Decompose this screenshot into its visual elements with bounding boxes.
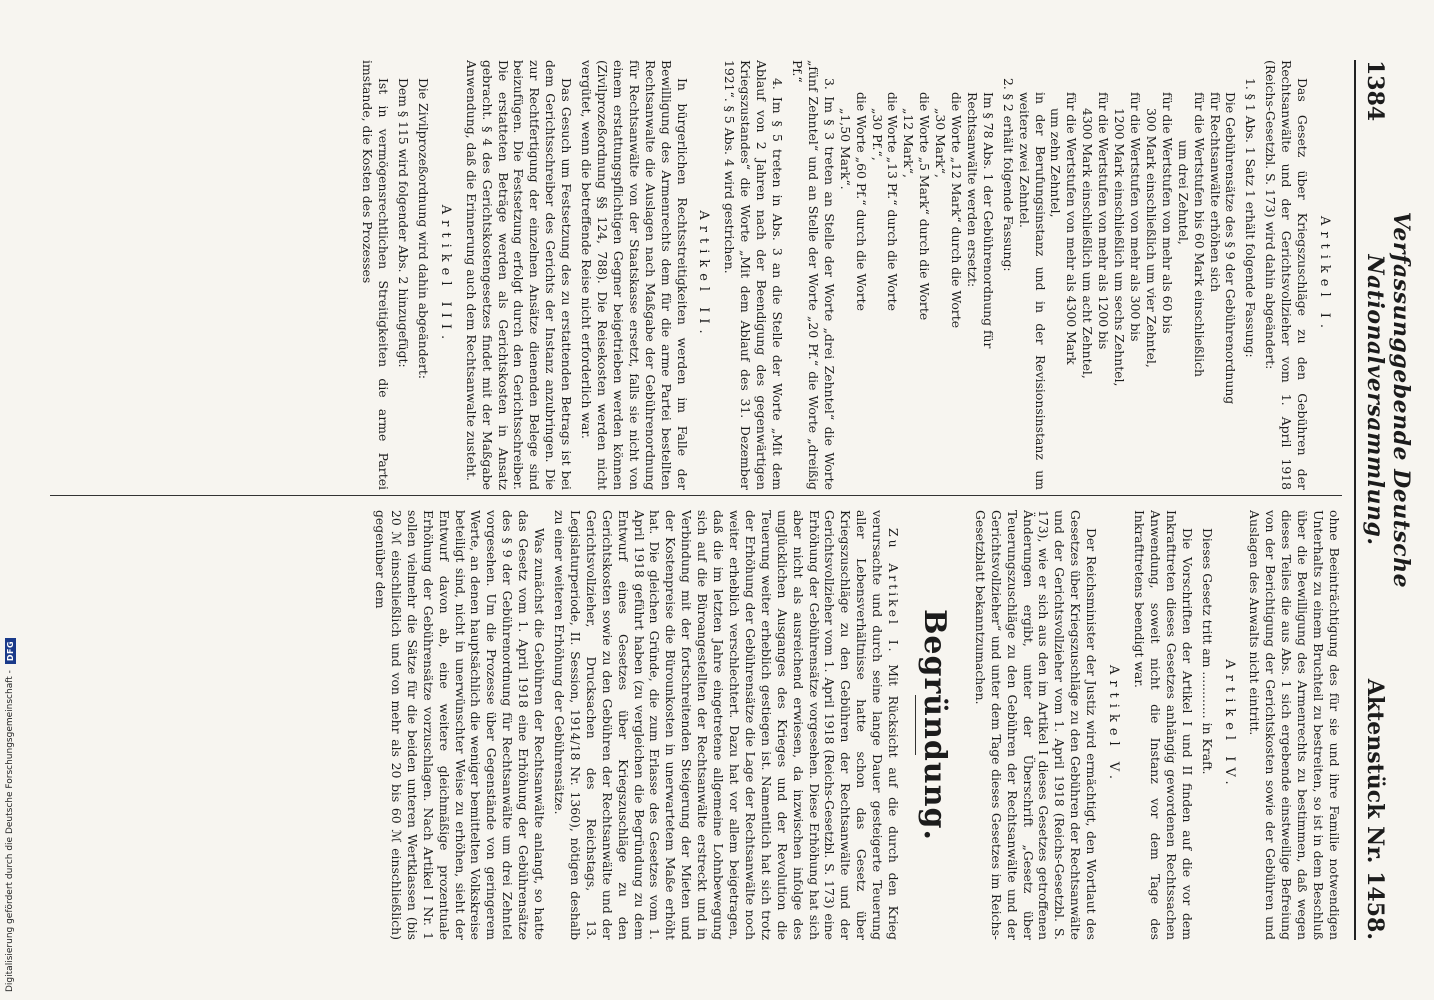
text-line: um zehn Zehntel, [1048,108,1064,218]
page-number: 1384 [1362,60,1388,122]
text-line: die Worte „5 Mark“ durch die Worte [917,92,933,321]
text-line: die Worte „13 Pf.“ durch die Worte [885,92,901,311]
text-line: für Rechtsanwälte erhöhen sich [1207,92,1223,293]
paragraph: Was zunächst die Gebühren der Rechtsanwälte anlangt, so hatte das Gesetz vom 1. April 1918 eine Erhöhung der Gebührensätze des § 9 der Gebührenordnung für Rechtsanwälte um drei Zehntel vorgesehen. Um die Prozesse über Gegenstände von geringerem Werte, an denen hauptsächlich die weniger bemittelten Volkskreise beteiligt sind, nicht in unerwünschter Weise zu erhöhen, sieht der Entwurf davon ab, eine weitere gleichmäßige prozentuale Erhöhung der Gebührensätze vorzuschlagen. Nach Artikel I Nr. 1 sollen vielmehr die Sätze für die beiden unteren Wertklassen (bis 20 ℳ einschließlich und von mehr als 20 bis 60 ℳ einschließlich) gegenüber dem [373,510,548,940]
paragraph: Dieses Gesetz tritt am ............ in Kraft. [1199,528,1215,775]
paragraph: ohne Beeinträchtigung des für sie und ihre Familie notwendigen Unterhalts zu einem Bruchteil zu bestreiten, so ist in dem Beschluß über die Bewilligung des Armenrechts zu bestimmen, daß wegen dieses Teiles die aus Abs. 1 sich ergebende einstweilige Befreiung von der Berichtigung der Gerichtskosten sowie der Gebühren und Auslagen des Anwalts nicht eintritt. [1247,510,1342,940]
footer-text: Digitalisierung gefördert durch die Deutsche Forschungsgemeinschaft - [5,670,15,992]
inline-heading: Zu Artikel I. [886,528,902,655]
paragraph: Die Zivilprozeßordnung wird dahin abgeändert: [415,78,431,380]
list-item: 1. § 1 Abs. 1 Satz 1 erhält folgende Fassung: [1243,78,1259,358]
paragraph-text: Mit Rücksicht auf die durch den Krieg verursachte und durch seine lange Dauer gesteigerte Teuerung aller Lebensverhältnisse hatte schon das Gesetz über Kriegszuschläge zu den Gebühren der Rechtsanwälte und der Gerichtsvollzieher vom 1. April 1918 (Reichs-Gesetzbl. S. 173) eine Erhöhung der Gebührensätze vorgesehen. Diese Erhöhung hat sich aber nicht als ausreichend erwiesen, da inzwischen infolge des unglücklichen Ausganges des Krieges und der Revolution die Teuerung weiter erheblich gestiegen ist. Namentlich hat sich trotz der Erhöhung der Gebührensätze die Lage der Rechtsanwälte noch weiter erheblich verschlechtert. Dazu hat vor allem beigetragen, daß die im letzten Jahre eingetretene allgemeine Lohnbewegung sich auf die Büroangestellten der Rechtsanwälte erstreckt und in Verbindung mit der fortschreitenden Steigerung der Mieten und der Kostenpreise die Bürounkosten in unerwartetem Maße erhöht hat. Die gleichen Gründe, die zum Erlasse des Gesetzes vom 1. April 1918 geführt haben (zu vergleichen die Begründung zu dem Entwurf eines Gesetzes über Kriegszuschläge zu den Gerichtskosten sowie zu den Gebühren der Rechtsanwälte und der Gerichtsvollzieher, Drucksachen des Reichstags, 13. Legislaturperiode, II. Session, 1914/18 Nr. 1360), nötigen deshalb zu einer weiteren Erhöhung der Gebührensätze. [552,510,902,940]
paragraph: Das Gesetz über Kriegszuschläge zu den Gebühren der Rechtsanwälte und der Gerichtsvollzieher vom 1. April 1918 (Reichs-Gesetzbl. S. 173) wird dahin abgeändert: [1263,60,1311,490]
list-item: 4. Im § 5 treten in Abs. 3 an die Stelle der Worte „Mit dem Ablauf von 2 Jahren nach der Beendigung des gegenwärtigen Kriegszustandes“ die Worte „Mit dem Ablauf des 31. Dezember 1921“. § 5 Abs. 4 wird gestrichen. [722,60,786,490]
text-line: Im § 78 Abs. 1 der Gebührenordnung für [980,92,996,349]
artikel-heading: Artikel III. [437,204,453,346]
right-column [30,510,1342,940]
dfg-logo: DFG [5,638,16,664]
item1-block [1016,60,1239,490]
text-line: für die Wertstufen von mehr als 4300 Mark [1064,92,1080,365]
text-line: 4300 Mark einschließlich um acht Zehntel, [1080,108,1096,379]
text-line: um drei Zehntel, [1175,140,1191,245]
paragraph: Der Reichsminister der Justiz wird ermächtigt, den Wortlaut des Gesetzes über Kriegszuschläge zu den Gebühren der Rechtsanwälte und der Gerichtsvollzieher vom 1. April 1918 (Reichs-Gesetzbl. S. 173), wie er sich aus den im Artikel I dieses Gesetzes getroffenen Änderungen ergibt, unter der Überschrift „Gesetz über Teuerungszuschläge zu den Gebühren der Rechtsanwälte und der Gerichtsvollzieher“ und unter dem Tage dieses Gesetzes im Reichs-Gesetzblatt bekanntzumachen. [972,510,1100,940]
artikel-heading: Artikel II. [696,210,712,340]
document-number: Aktenstück Nr. 1458. [1362,678,1388,940]
list-item: 2. § 2 erhält folgende Fassung: [1000,78,1016,272]
paragraph [551,510,901,940]
text-line: für die Wertstufen von mehr als 60 bis [1159,92,1175,334]
text-line: die Worte „60 Pf.“ durch die Worte [853,92,869,311]
text-line: „1,50 Mark“. [837,108,853,190]
paragraph: Dem § 115 wird folgender Abs. 2 hinzugefügt: [396,78,412,368]
left-column [30,60,1342,490]
text-line: „30 Pf.“, [869,108,885,161]
page-title: Verfassunggebende Deutsche Nationalversammlung. [1362,211,1414,589]
divider [915,695,916,755]
artikel-heading: Artikel IV. [1221,659,1237,791]
text-line: 300 Mark einschließlich um vier Zehntel, [1143,108,1159,368]
paragraph: In bürgerlichen Rechtsstreitigkeiten werden im Falle der Bewilligung des Armenrechts dem für die arme Partei bestellten Rechtsanwalte die Auslagen nach Maßgabe der Gebührenordnung für Rechtsanwälte von der Staatskasse ersetzt, falls sie nicht von einem erstattungspflichtigen Gegner beigetrieben werden können (Zivilprozeßordnung §§ 124, 788). Die Reisekosten werden nicht vergütet, wenn die betreffende Reise nicht erforderlich war. [579,60,690,490]
text-line: Die Gebührensätze des § 9 der Gebührenordnung [1223,92,1239,405]
column-divider [50,495,1342,496]
item2-block [837,60,996,490]
digitization-note [0,0,20,1000]
text-line: 1200 Mark einschließlich um sechs Zehntel, [1112,108,1128,387]
text-line: Rechtsanwälte werden ersetzt: [964,92,980,288]
text-line: „12 Mark“, [901,108,917,178]
artikel-heading: Artikel I. [1317,215,1332,335]
artikel-heading: Artikel V. [1106,664,1122,786]
paragraph: Die Vorschriften der Artikel I und II finden auf die vor dem Inkrafttreten dieses Gesetzes anhängig gewordenen Rechtssachen Anwendung, soweit nicht die Instanz vor dem Tage des Inkrafttretens beendigt war. [1132,510,1195,940]
text-line: für die Wertstufen von mehr als 300 bis [1128,92,1144,342]
paragraph: Das Gesuch um Festsetzung des zu erstattenden Betrags ist bei dem Gerichtsschreiber des Gerichts der Instanz anzubringen. Die zur Rechtfertigung der einzelnen Ansätze dienenden Belege sind beizufügen. Die Festsetzung erfolgt durch den Gerichtsschreiber. Die erstatteten Beträge werden als Gerichtskosten in Ansatz gebracht. § 4 des Gerichtskostengesetzes findet mit der Maßgabe Anwendung, daß die Erinnerung auch dem Rechtsanwalte zusteht. [463,60,575,490]
page-header [1354,60,1414,940]
text-line: in der Berufungsinstanz und in der Revisionsinstanz um weitere zwei Zehntel. [1016,92,1048,490]
text-line: für die Wertstufen bis 60 Mark einschließlich [1191,92,1207,377]
section-heading: Begründung. [916,609,952,841]
text-line: für die Wertstufen von mehr als 1200 bis [1096,92,1112,350]
text-line: die Worte „12 Mark“ durch die Worte [949,92,965,329]
text-line: „30 Mark“, [933,108,949,178]
paragraph: Ist in vermögensrechtlichen Streitigkeiten die arme Partei imstande, die Kosten des Prozesses [360,60,392,490]
list-item: 3. Im § 3 treten an Stelle der Worte „drei Zehntel“ die Worte „fünf Zehntel“ und an Stelle der Worte „20 Pf.“ die Worte „dreißig Pf.“ [790,60,837,490]
